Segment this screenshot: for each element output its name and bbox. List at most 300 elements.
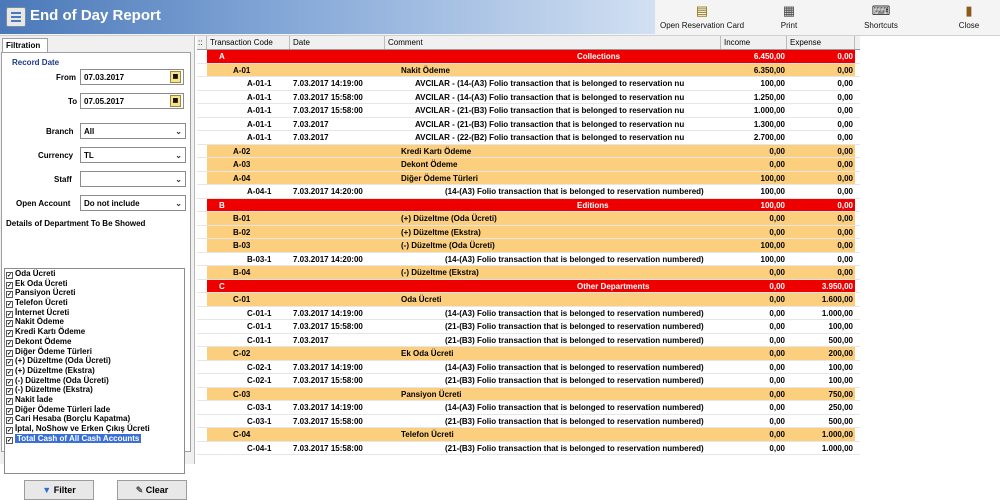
row-indicator bbox=[197, 320, 207, 333]
comment-cell: Diğer Ödeme Türleri bbox=[385, 172, 721, 185]
date-cell bbox=[290, 226, 385, 239]
date-cell bbox=[290, 388, 385, 401]
checkbox-checked-icon[interactable]: ✓ bbox=[7, 350, 13, 357]
date-cell bbox=[290, 428, 385, 441]
table-row[interactable] bbox=[197, 172, 860, 186]
table-row[interactable] bbox=[197, 212, 860, 226]
department-item[interactable] bbox=[5, 308, 184, 318]
table-row[interactable] bbox=[197, 91, 860, 105]
date-cell: 7.03.2017 14:19:00 bbox=[290, 401, 385, 414]
tab-filtration[interactable]: Filtration bbox=[2, 38, 48, 52]
expense-cell: 100,00 bbox=[787, 361, 855, 374]
table-row[interactable] bbox=[197, 442, 860, 456]
income-cell: 0,00 bbox=[721, 415, 787, 428]
date-cell: 7.03.2017 bbox=[290, 131, 385, 144]
transaction-code-cell: C-01 bbox=[207, 293, 290, 306]
grid-body bbox=[197, 50, 860, 455]
table-row[interactable] bbox=[197, 280, 860, 294]
table-row[interactable] bbox=[197, 253, 860, 267]
table-row[interactable] bbox=[197, 50, 860, 64]
currency-value: TL bbox=[84, 151, 94, 160]
row-indicator bbox=[197, 145, 207, 158]
income-cell: 2.700,00 bbox=[721, 131, 787, 144]
transaction-code-cell: C-04-1 bbox=[207, 442, 290, 455]
table-row[interactable] bbox=[197, 307, 860, 321]
date-cell bbox=[290, 64, 385, 77]
header-expense[interactable]: Expense bbox=[787, 36, 855, 49]
department-label: Diğer Ödeme Türleri İade bbox=[15, 404, 111, 414]
table-row[interactable] bbox=[197, 145, 860, 159]
report-icon bbox=[6, 7, 26, 27]
expense-cell: 0,00 bbox=[787, 158, 855, 171]
department-item[interactable] bbox=[5, 288, 184, 298]
expense-cell: 0,00 bbox=[787, 226, 855, 239]
date-cell bbox=[290, 239, 385, 252]
table-row[interactable] bbox=[197, 266, 860, 280]
row-indicator bbox=[197, 442, 207, 455]
comment-cell: Telefon Ücreti bbox=[385, 428, 721, 441]
expense-cell: 0,00 bbox=[787, 172, 855, 185]
date-cell bbox=[290, 50, 385, 63]
comment-cell: AVCILAR - (14-(A3) Folio transaction that is belonged to reservation nu bbox=[385, 91, 721, 104]
print-label: Print bbox=[780, 21, 798, 30]
close-button[interactable] bbox=[950, 0, 988, 34]
transaction-code-cell: C-01-1 bbox=[207, 320, 290, 333]
header-date[interactable]: Date bbox=[290, 36, 385, 49]
row-indicator bbox=[197, 199, 207, 212]
date-cell: 7.03.2017 15:58:00 bbox=[290, 442, 385, 455]
comment-cell: AVCILAR - (21-(B3) Folio transaction that is belonged to reservation nu bbox=[385, 104, 721, 117]
open-account-label: Open Account bbox=[16, 199, 71, 208]
department-label: Telefon Ücreti bbox=[15, 298, 68, 308]
checkbox-checked-icon[interactable]: ✓ bbox=[7, 428, 13, 434]
department-label: Nakit İade bbox=[15, 394, 53, 404]
expense-cell: 100,00 bbox=[787, 320, 855, 333]
grid-header bbox=[197, 36, 860, 50]
transaction-code-cell: C-01-1 bbox=[207, 307, 290, 320]
header-comment[interactable]: Comment bbox=[385, 36, 721, 49]
open-reservation-card-button[interactable] bbox=[658, 0, 746, 34]
date-cell: 7.03.2017 15:58:00 bbox=[290, 104, 385, 117]
department-item[interactable] bbox=[5, 395, 184, 405]
comment-cell: Editions bbox=[385, 199, 721, 212]
transaction-code-cell: A-04 bbox=[207, 172, 290, 185]
date-cell bbox=[290, 347, 385, 360]
date-cell: 7.03.2017 14:20:00 bbox=[290, 253, 385, 266]
income-cell: 100,00 bbox=[721, 239, 787, 252]
expense-cell: 0,00 bbox=[787, 185, 855, 198]
comment-cell: (+) Düzeltme (Oda Ücreti) bbox=[385, 212, 721, 225]
comment-cell: Oda Ücreti bbox=[385, 293, 721, 306]
transaction-code-cell: A-01-1 bbox=[207, 77, 290, 90]
expense-cell: 0,00 bbox=[787, 77, 855, 90]
comment-cell: (21-(B3) Folio transaction that is belonged to reservation numbered) bbox=[385, 442, 721, 455]
department-label: (-) Düzeltme (Ekstra) bbox=[15, 385, 93, 395]
row-indicator bbox=[197, 118, 207, 131]
comment-cell: Kredi Kartı Ödeme bbox=[385, 145, 721, 158]
income-cell: 100,00 bbox=[721, 172, 787, 185]
transaction-code-cell: C-02-1 bbox=[207, 361, 290, 374]
table-row[interactable] bbox=[197, 239, 860, 253]
report-grid bbox=[197, 36, 860, 464]
table-row[interactable] bbox=[197, 361, 860, 375]
print-button[interactable] bbox=[768, 0, 810, 34]
checkbox-checked-icon[interactable]: ✓ bbox=[7, 398, 13, 405]
checkbox-checked-icon[interactable]: ✓ bbox=[7, 273, 13, 279]
currency-label: Currency bbox=[38, 151, 74, 160]
expense-cell: 0,00 bbox=[787, 266, 855, 279]
row-indicator bbox=[197, 64, 207, 77]
transaction-code-cell: A-04-1 bbox=[207, 185, 290, 198]
table-row[interactable] bbox=[197, 347, 860, 361]
expense-cell: 500,00 bbox=[787, 415, 855, 428]
department-item[interactable] bbox=[5, 279, 184, 289]
row-indicator bbox=[197, 307, 207, 320]
table-row[interactable] bbox=[197, 104, 860, 118]
table-row[interactable] bbox=[197, 374, 860, 388]
window-title: End of Day Report bbox=[30, 7, 161, 24]
clear-button[interactable] bbox=[117, 480, 187, 500]
table-row[interactable] bbox=[197, 158, 860, 172]
checkbox-checked-icon[interactable]: ✓ bbox=[7, 360, 13, 367]
table-row[interactable] bbox=[197, 320, 860, 334]
open-account-value: Do not include bbox=[84, 199, 140, 208]
close-label: Close bbox=[958, 21, 980, 30]
title-band bbox=[0, 0, 655, 34]
transaction-code-cell: A bbox=[207, 50, 290, 63]
department-item[interactable] bbox=[5, 405, 184, 415]
transaction-code-cell: C-01-1 bbox=[207, 334, 290, 347]
expense-cell: 1.000,00 bbox=[787, 428, 855, 441]
checkbox-checked-icon[interactable]: ✓ bbox=[7, 321, 13, 328]
branch-select[interactable] bbox=[80, 123, 186, 139]
income-cell: 0,00 bbox=[721, 347, 787, 360]
comment-cell: (+) Düzeltme (Ekstra) bbox=[385, 226, 721, 239]
income-cell: 0,00 bbox=[721, 334, 787, 347]
row-indicator bbox=[197, 388, 207, 401]
transaction-code-cell: C-02 bbox=[207, 347, 290, 360]
date-cell bbox=[290, 212, 385, 225]
row-indicator bbox=[197, 280, 207, 293]
checkbox-checked-icon[interactable]: ✓ bbox=[7, 369, 13, 376]
department-item[interactable] bbox=[5, 269, 184, 279]
income-cell: 1.300,00 bbox=[721, 118, 787, 131]
comment-cell: (-) Düzeltme (Oda Ücreti) bbox=[385, 239, 721, 252]
comment-cell: Ek Oda Ücreti bbox=[385, 347, 721, 360]
row-indicator bbox=[197, 158, 207, 171]
income-cell: 0,00 bbox=[721, 388, 787, 401]
row-indicator bbox=[197, 226, 207, 239]
comment-cell: (21-(B3) Folio transaction that is belonged to reservation numbered) bbox=[385, 320, 721, 333]
expense-cell: 0,00 bbox=[787, 64, 855, 77]
table-row[interactable] bbox=[197, 118, 860, 132]
table-row[interactable] bbox=[197, 334, 860, 348]
checkbox-checked-icon[interactable]: ✓ bbox=[7, 340, 13, 347]
transaction-code-cell: A-01 bbox=[207, 64, 290, 77]
checkbox-checked-icon[interactable]: ✓ bbox=[7, 437, 13, 444]
department-item[interactable] bbox=[5, 414, 184, 424]
open-reservation-card-label: Open Reservation Card bbox=[659, 21, 745, 30]
transaction-code-cell: C-03-1 bbox=[207, 401, 290, 414]
record-date-label: Record Date bbox=[12, 58, 60, 67]
comment-cell: AVCILAR - (21-(B3) Folio transaction that is belonged to reservation nu bbox=[385, 118, 721, 131]
date-cell bbox=[290, 280, 385, 293]
income-cell: 0,00 bbox=[721, 145, 787, 158]
expense-cell: 1.600,00 bbox=[787, 293, 855, 306]
table-row[interactable] bbox=[197, 131, 860, 145]
row-indicator bbox=[197, 361, 207, 374]
department-item[interactable] bbox=[5, 298, 184, 308]
department-label: (+) Düzeltme (Ekstra) bbox=[15, 365, 95, 375]
department-label: (+) Düzeltme (Oda Ücreti) bbox=[15, 356, 111, 366]
department-item[interactable] bbox=[5, 327, 184, 337]
staff-select[interactable] bbox=[80, 171, 186, 187]
date-cell bbox=[290, 199, 385, 212]
row-indicator bbox=[197, 428, 207, 441]
filter-panel bbox=[0, 36, 195, 495]
current-row-arrow-icon: ▶ bbox=[197, 50, 207, 63]
calendar-icon[interactable]: ▦ bbox=[170, 71, 181, 83]
comment-cell: Pansiyon Ücreti bbox=[385, 388, 721, 401]
transaction-code-cell: B-03-1 bbox=[207, 253, 290, 266]
expense-cell: 0,00 bbox=[787, 253, 855, 266]
expense-cell: 0,00 bbox=[787, 91, 855, 104]
department-label: Total Cash of All Cash Accounts bbox=[17, 433, 140, 443]
date-cell bbox=[290, 293, 385, 306]
date-cell: 7.03.2017 15:58:00 bbox=[290, 374, 385, 387]
to-label: To bbox=[68, 97, 78, 106]
row-indicator bbox=[197, 239, 207, 252]
comment-cell: AVCILAR - (22-(B2) Folio transaction that is belonged to reservation nu bbox=[385, 131, 721, 144]
expense-cell: 100,00 bbox=[787, 374, 855, 387]
comment-cell: (14-(A3) Folio transaction that is belonged to reservation numbered) bbox=[385, 361, 721, 374]
department-label: Diğer Ödeme Türleri bbox=[15, 346, 92, 356]
transaction-code-cell: C bbox=[207, 280, 290, 293]
department-item[interactable] bbox=[5, 376, 184, 386]
transaction-code-cell: B bbox=[207, 199, 290, 212]
comment-cell: (14-(A3) Folio transaction that is belonged to reservation numbered) bbox=[385, 185, 721, 198]
transaction-code-cell: A-01-1 bbox=[207, 104, 290, 117]
date-cell: 7.03.2017 15:58:00 bbox=[290, 320, 385, 333]
currency-select[interactable] bbox=[80, 147, 186, 163]
transaction-code-cell: B-03 bbox=[207, 239, 290, 252]
checkbox-checked-icon[interactable]: ✓ bbox=[7, 282, 13, 289]
branch-value: All bbox=[84, 127, 95, 136]
income-cell: 0,00 bbox=[721, 158, 787, 171]
header-income[interactable]: Income bbox=[721, 36, 787, 49]
department-item[interactable] bbox=[5, 366, 184, 376]
date-cell: 7.03.2017 15:58:00 bbox=[290, 415, 385, 428]
comment-cell: AVCILAR - (14-(A3) Folio transaction that is belonged to reservation nu bbox=[385, 77, 721, 90]
department-label: Cari Hesaba (Borçlu Kapatma) bbox=[15, 414, 131, 424]
department-item[interactable] bbox=[5, 356, 184, 366]
expense-cell: 0,00 bbox=[787, 118, 855, 131]
row-indicator bbox=[197, 347, 207, 360]
chevron-down-icon: ⌄ bbox=[175, 127, 182, 136]
comment-cell: (14-(A3) Folio transaction that is belonged to reservation numbered) bbox=[385, 307, 721, 320]
transaction-code-cell: B-01 bbox=[207, 212, 290, 225]
chevron-down-icon: ⌄ bbox=[175, 199, 182, 208]
expense-cell: 1.000,00 bbox=[787, 442, 855, 455]
date-cell: 7.03.2017 14:20:00 bbox=[290, 185, 385, 198]
transaction-code-cell: B-02 bbox=[207, 226, 290, 239]
table-row[interactable] bbox=[197, 77, 860, 91]
expense-cell: 0,00 bbox=[787, 145, 855, 158]
filter-button[interactable] bbox=[24, 480, 94, 500]
department-label: Pansiyon Ücreti bbox=[15, 288, 76, 298]
checkbox-checked-icon[interactable]: ✓ bbox=[7, 311, 13, 318]
income-cell: 0,00 bbox=[721, 320, 787, 333]
table-row[interactable] bbox=[197, 64, 860, 78]
chevron-down-icon: ⌄ bbox=[175, 175, 182, 184]
income-cell: 0,00 bbox=[721, 442, 787, 455]
header-transaction-code[interactable]: Transaction Code bbox=[207, 36, 290, 49]
expense-cell: 500,00 bbox=[787, 334, 855, 347]
from-date-field[interactable] bbox=[80, 69, 184, 85]
expense-cell: 0,00 bbox=[787, 104, 855, 117]
table-row[interactable] bbox=[197, 415, 860, 429]
reservation-card-icon: ▤ bbox=[695, 3, 709, 18]
table-row[interactable] bbox=[197, 388, 860, 402]
expense-cell: 1.000,00 bbox=[787, 307, 855, 320]
filter-button-label: Filter bbox=[53, 485, 76, 495]
department-label: Ek Oda Ücreti bbox=[15, 278, 68, 288]
table-row[interactable] bbox=[197, 428, 860, 442]
department-item[interactable] bbox=[5, 337, 184, 347]
comment-cell: (14-(A3) Folio transaction that is belonged to reservation numbered) bbox=[385, 253, 721, 266]
open-account-select[interactable] bbox=[80, 195, 186, 211]
staff-label: Staff bbox=[54, 175, 72, 184]
transaction-code-cell: A-01-1 bbox=[207, 91, 290, 104]
department-item[interactable] bbox=[5, 424, 184, 434]
row-indicator bbox=[197, 185, 207, 198]
income-cell: 0,00 bbox=[721, 226, 787, 239]
calendar-icon[interactable]: ▦ bbox=[170, 95, 181, 107]
row-indicator bbox=[197, 91, 207, 104]
header-handle[interactable]: :: bbox=[197, 36, 207, 49]
comment-cell: (-) Düzeltme (Ekstra) bbox=[385, 266, 721, 279]
checkbox-checked-icon[interactable]: ✓ bbox=[7, 302, 13, 309]
department-checklist[interactable] bbox=[4, 268, 185, 474]
date-cell bbox=[290, 266, 385, 279]
table-row[interactable] bbox=[197, 199, 860, 213]
branch-label: Branch bbox=[46, 127, 74, 136]
income-cell: 100,00 bbox=[721, 185, 787, 198]
date-cell bbox=[290, 145, 385, 158]
checkbox-checked-icon[interactable]: ✓ bbox=[7, 292, 13, 299]
row-indicator bbox=[197, 253, 207, 266]
date-cell: 7.03.2017 14:19:00 bbox=[290, 77, 385, 90]
to-date-field[interactable] bbox=[80, 93, 184, 109]
expense-cell: 750,00 bbox=[787, 388, 855, 401]
row-indicator bbox=[197, 172, 207, 185]
income-cell: 1.250,00 bbox=[721, 91, 787, 104]
transaction-code-cell: B-04 bbox=[207, 266, 290, 279]
comment-cell: (21-(B3) Folio transaction that is belonged to reservation numbered) bbox=[385, 374, 721, 387]
income-cell: 0,00 bbox=[721, 212, 787, 225]
date-cell: 7.03.2017 14:19:00 bbox=[290, 307, 385, 320]
income-cell: 100,00 bbox=[721, 77, 787, 90]
department-label: (-) Düzeltme (Oda Ücreti) bbox=[15, 375, 109, 385]
income-cell: 6.450,00 bbox=[721, 50, 787, 63]
comment-cell: (21-(B3) Folio transaction that is belonged to reservation numbered) bbox=[385, 415, 721, 428]
expense-cell: 0,00 bbox=[787, 212, 855, 225]
income-cell: 0,00 bbox=[721, 428, 787, 441]
date-cell bbox=[290, 158, 385, 171]
door-exit-icon: ▮ bbox=[965, 3, 973, 18]
expense-cell: 200,00 bbox=[787, 347, 855, 360]
expense-cell: 0,00 bbox=[787, 239, 855, 252]
transaction-code-cell: C-03-1 bbox=[207, 415, 290, 428]
income-cell: 0,00 bbox=[721, 293, 787, 306]
department-label: İnternet Ücreti bbox=[15, 307, 70, 317]
shortcuts-label: Shortcuts bbox=[864, 21, 898, 30]
department-item[interactable] bbox=[5, 434, 184, 444]
row-indicator bbox=[197, 212, 207, 225]
income-cell: 6.350,00 bbox=[721, 64, 787, 77]
checkbox-checked-icon[interactable]: ✓ bbox=[7, 418, 13, 425]
table-row[interactable] bbox=[197, 185, 860, 199]
comment-cell: (14-(A3) Folio transaction that is belonged to reservation numbered) bbox=[385, 401, 721, 414]
expense-cell: 250,00 bbox=[787, 401, 855, 414]
expense-cell: 3.950,00 bbox=[787, 280, 855, 293]
checkbox-checked-icon[interactable]: ✓ bbox=[7, 389, 13, 396]
eraser-icon: ✎ bbox=[135, 485, 144, 495]
from-label: From bbox=[56, 73, 76, 82]
comment-cell: (21-(B3) Folio transaction that is belonged to reservation numbered) bbox=[385, 334, 721, 347]
department-item[interactable] bbox=[5, 317, 184, 327]
comment-cell: Dekont Ödeme bbox=[385, 158, 721, 171]
row-indicator bbox=[197, 401, 207, 414]
empty-area bbox=[860, 36, 1000, 464]
income-cell: 0,00 bbox=[721, 307, 787, 320]
shortcuts-button[interactable] bbox=[856, 0, 906, 34]
table-row[interactable] bbox=[197, 293, 860, 307]
income-cell: 100,00 bbox=[721, 253, 787, 266]
transaction-code-cell: C-04 bbox=[207, 428, 290, 441]
income-cell: 0,00 bbox=[721, 266, 787, 279]
checkbox-checked-icon[interactable]: ✓ bbox=[7, 408, 13, 415]
department-item[interactable] bbox=[5, 347, 184, 357]
comment-cell: Collections bbox=[385, 50, 721, 63]
department-label: İptal, NoShow ve Erken Çıkış Ücreti bbox=[15, 424, 150, 433]
transaction-code-cell: A-03 bbox=[207, 158, 290, 171]
department-label: Dekont Ödeme bbox=[15, 336, 72, 346]
expense-cell: 0,00 bbox=[787, 50, 855, 63]
checkbox-checked-icon[interactable]: ✓ bbox=[7, 379, 13, 386]
department-item[interactable] bbox=[5, 385, 184, 395]
row-indicator bbox=[197, 104, 207, 117]
checkbox-checked-icon[interactable]: ✓ bbox=[7, 331, 13, 338]
department-label: Kredi Kartı Ödeme bbox=[15, 327, 86, 337]
income-cell: 0,00 bbox=[721, 401, 787, 414]
row-indicator bbox=[197, 415, 207, 428]
income-cell: 0,00 bbox=[721, 280, 787, 293]
row-indicator bbox=[197, 293, 207, 306]
table-row[interactable] bbox=[197, 226, 860, 240]
transaction-code-cell: A-01-1 bbox=[207, 118, 290, 131]
row-indicator bbox=[197, 131, 207, 144]
title-bar bbox=[0, 0, 1000, 36]
date-cell: 7.03.2017 bbox=[290, 334, 385, 347]
income-cell: 1.000,00 bbox=[721, 104, 787, 117]
keyboard-icon: ⌨ bbox=[871, 3, 891, 18]
from-date-value: 07.03.2017 bbox=[84, 73, 125, 82]
transaction-code-cell: A-01-1 bbox=[207, 131, 290, 144]
row-indicator bbox=[197, 77, 207, 90]
table-row[interactable] bbox=[197, 401, 860, 415]
transaction-code-cell: C-03 bbox=[207, 388, 290, 401]
